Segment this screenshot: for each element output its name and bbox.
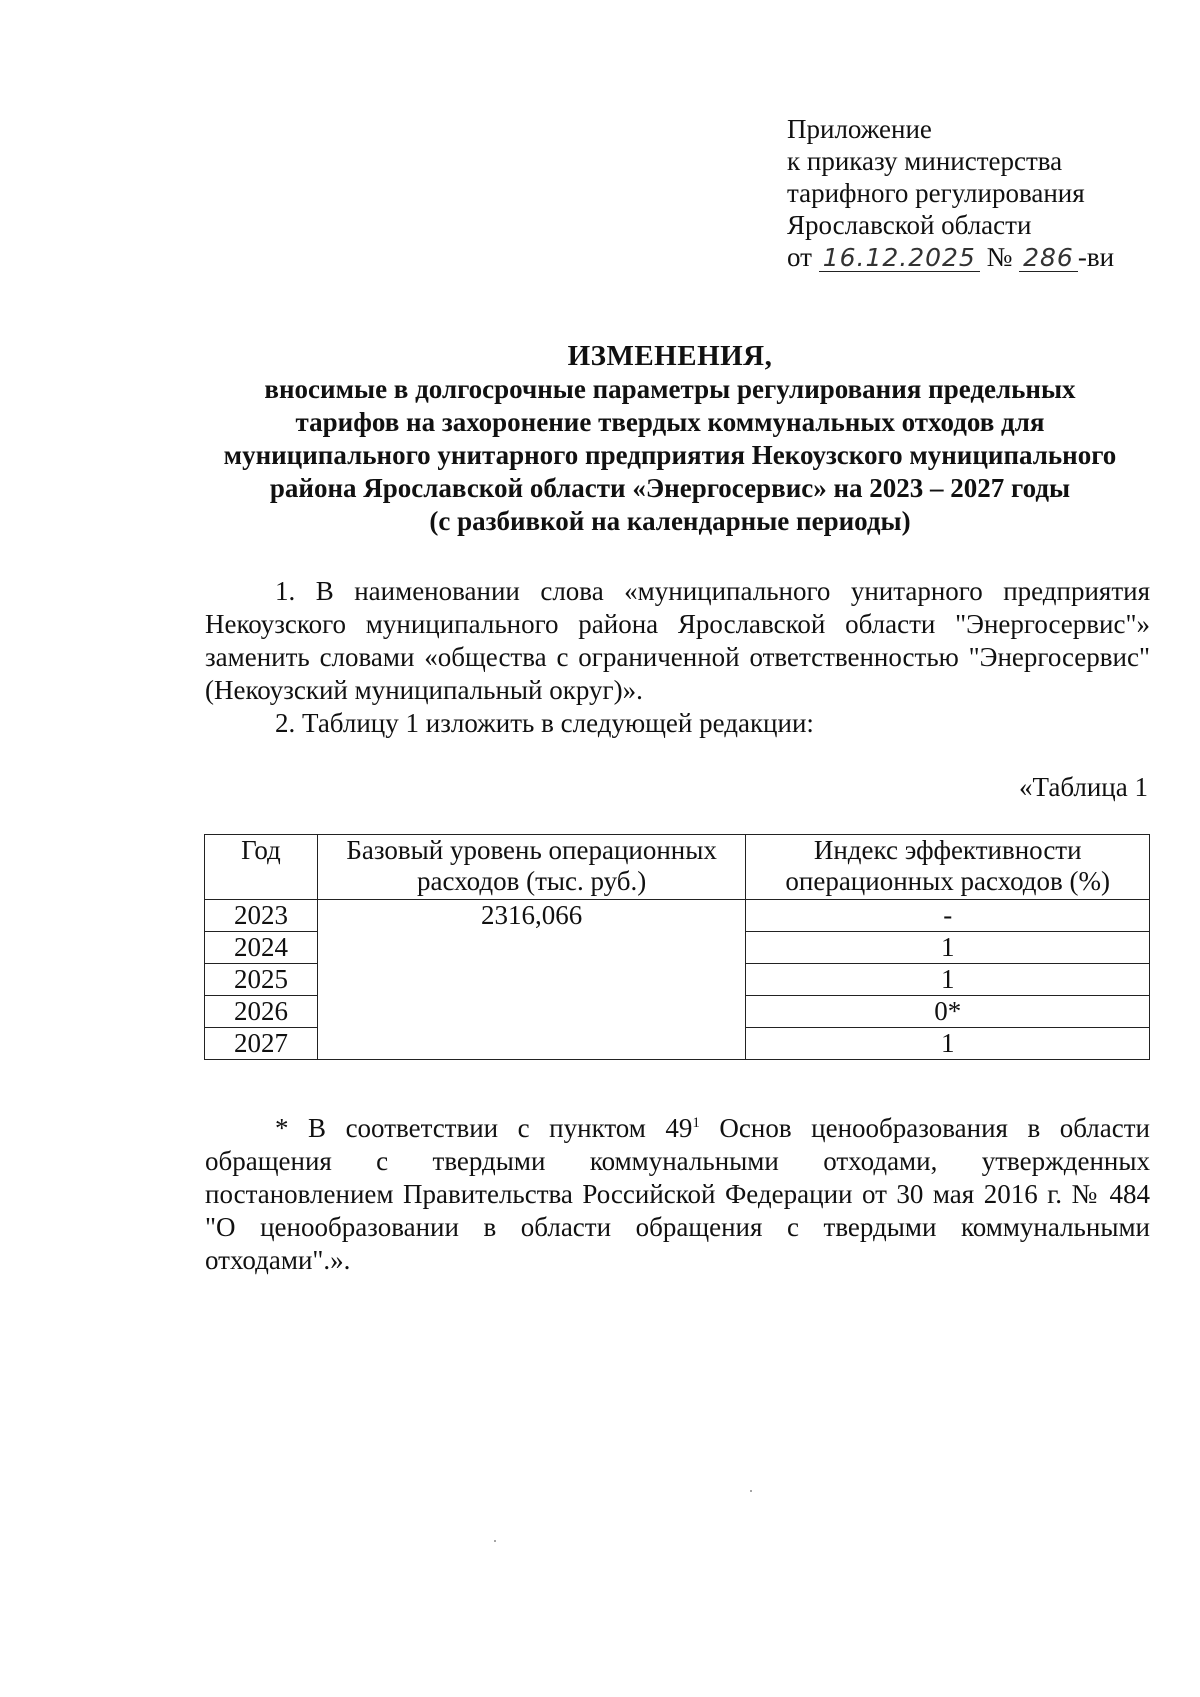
base-value-cell: 2316,066 [317,900,746,1060]
footnote [205,1107,1150,1277]
document-title [190,340,1150,538]
table-row [205,900,1150,932]
appendix-line-1: Приложение [787,114,932,144]
footnote-superscript: 1 [692,1115,700,1131]
title-main: ИЗМЕНЕНИЯ, [567,340,773,372]
header-efficiency-index: Индекс эффективности операционных расходов (%) [746,835,1150,900]
title-line-4: района Ярославской области «Энергосервис» на 2023 – 2027 годы [269,473,1071,503]
appendix-line-4: Ярославской области [787,210,1032,240]
title-line-5: (с разбивкой на календарные периоды) [429,506,911,536]
header-year: Год [205,835,318,900]
tariff-table [204,834,1150,1060]
handwritten-number: 286 [1019,245,1078,272]
footnote-text-start: * В соответствии с пунктом 49 [275,1113,693,1143]
title-line-1: вносимые в долгосрочные параметры регулирования предельных [264,374,1076,404]
scan-speck [750,1490,752,1492]
table-header-row [205,835,1150,900]
paragraph-1: 1. В наименовании слова «муниципального унитарного предприятия Некоузского муниципального района Ярославской области "Энергосервис"» заменить словами «общества с ограниченной ответственностью "Энергосервис" (Некоузский муниципальный округ)». [205,576,1150,705]
year-cell: 2027 [205,1028,318,1060]
appendix-header [787,113,1114,273]
index-cell: 1 [746,964,1150,996]
index-cell: - [746,900,1150,932]
index-cell: 1 [746,1028,1150,1060]
paragraph-2: 2. Таблицу 1 изложить в следующей редакции: [275,708,814,738]
handwritten-date: 16.12.2025 [819,245,980,272]
header-base-level: Базовый уровень операционных расходов (тыс. руб.) [317,835,746,900]
table-caption: «Таблица 1 [1019,772,1148,802]
year-cell: 2026 [205,996,318,1028]
index-cell: 0* [746,996,1150,1028]
index-cell: 1 [746,932,1150,964]
title-line-3: муниципального унитарного предприятия Некоузского муниципального [223,440,1117,470]
appendix-date-line [787,241,1114,273]
year-cell: 2024 [205,932,318,964]
appendix-line-3: тарифного регулирования [787,178,1085,208]
year-cell: 2023 [205,900,318,932]
number-suffix: -ви [1077,242,1115,272]
title-line-2: тарифов на захоронение твердых коммунальных отходов для [295,407,1045,437]
number-prefix: № [986,242,1013,272]
date-prefix: от [787,242,812,272]
scan-speck [494,1540,496,1542]
footnote-text-end: Основ ценообразования в области обращения с твердыми коммунальными отходами, утвержденных постановлением Правительства Российской Федерации от 30 мая 2016 г. № 484 "О ценообразовании в области обращения с твердыми коммунальными отходами".». [205,1113,1150,1275]
year-cell: 2025 [205,964,318,996]
appendix-line-2: к приказу министерства [787,146,1063,176]
